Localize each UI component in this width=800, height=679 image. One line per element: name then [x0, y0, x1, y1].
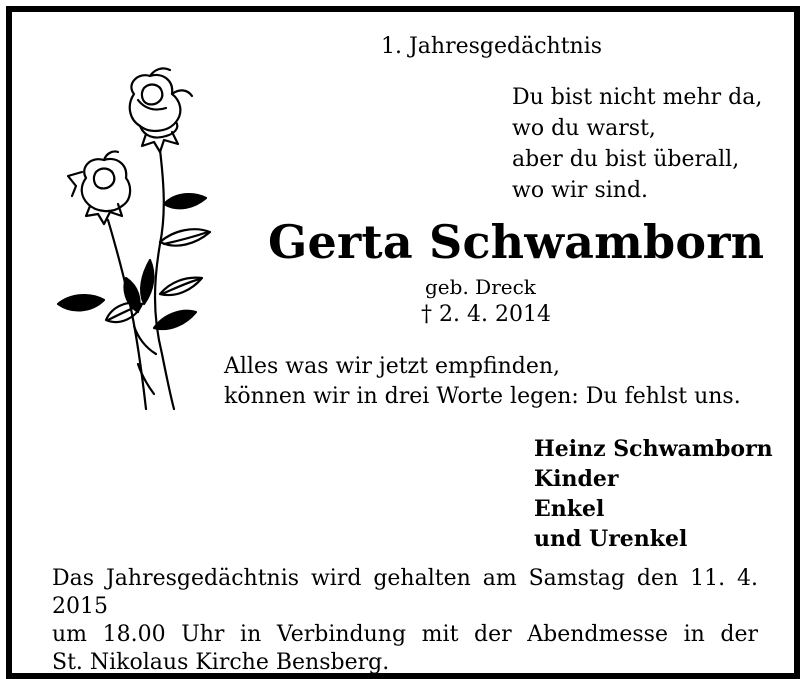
poem-line: Du bist nicht mehr da,	[512, 85, 763, 110]
note-line: um 18.00 Uhr in Verbindung mit der Abendmesse in der	[52, 622, 758, 647]
mourner-entry: und Urenkel	[534, 526, 688, 552]
note-line: Das Jahresgedächtnis wird gehalten am Samstag den 11. 4. 2015	[52, 566, 758, 619]
poem-line: aber du bist überall,	[512, 147, 740, 172]
deceased-name: Gerta Schwamborn	[268, 215, 765, 269]
poem-line: wo wir sind.	[512, 178, 649, 203]
mourner-entry: Kinder	[534, 466, 619, 492]
mourner-entry: Heinz Schwamborn	[534, 436, 773, 462]
rose-illustration-icon	[46, 64, 216, 414]
poem-line: wo du warst,	[512, 116, 656, 141]
death-date: † 2. 4. 2014	[421, 302, 551, 327]
quote	[224, 352, 741, 412]
note-line: St. Nikolaus Kirche Bensberg.	[52, 650, 390, 675]
maiden-name: geb. Dreck	[425, 275, 536, 299]
anniversary-heading: 1. Jahresgedächtnis	[381, 34, 603, 59]
mourner-entry: Enkel	[534, 496, 605, 522]
quote-line: Alles was wir jetzt empfinden,	[224, 354, 561, 379]
obituary-frame	[6, 6, 800, 679]
mourners-list	[534, 434, 773, 554]
poem	[512, 82, 762, 206]
quote-line: können wir in drei Worte legen: Du fehlst uns.	[224, 384, 741, 409]
memorial-service-note	[52, 565, 758, 677]
